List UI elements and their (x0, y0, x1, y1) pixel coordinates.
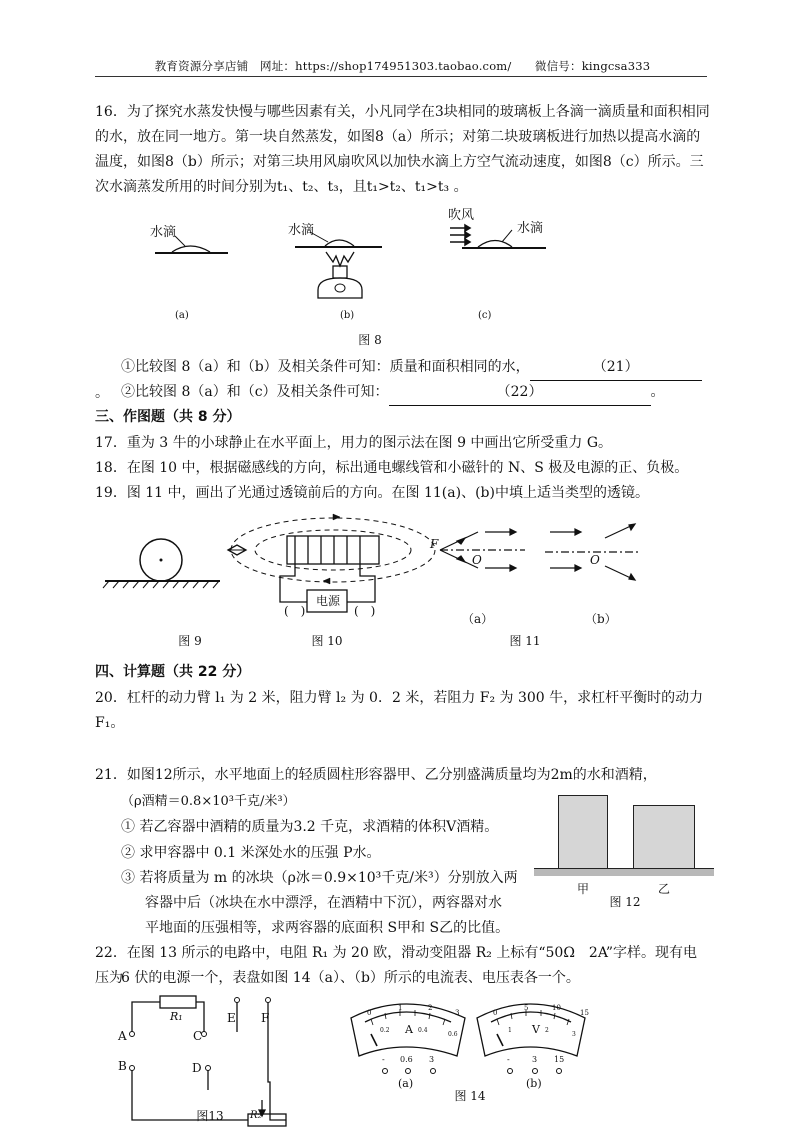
amm-tick-1: 1 (398, 1004, 403, 1012)
fig13-label-F: F (261, 1011, 270, 1025)
figure-10-caption: 图 10 (311, 634, 343, 648)
volt-tick-10: 10 (552, 1004, 561, 1012)
section-4-title: 四、计算题（共 22 分） (95, 664, 251, 680)
fig13-label-B: B (118, 1059, 127, 1073)
header-divider (95, 76, 707, 77)
volt-tick-3: 3 (572, 1031, 576, 1038)
figures-9-10-11 (95, 520, 715, 630)
sub-label-b: (b) (340, 310, 355, 321)
ground (534, 868, 714, 876)
container-yi (633, 805, 695, 869)
figure-11b-drawing (545, 524, 640, 580)
question-18-text: 18．在图 10 中，根据磁感线的方向，标出通电螺线管和小磁针的 N、S 极及电源的正、负极。 (95, 460, 689, 476)
amm-tick-06: 0.6 (448, 1031, 458, 1038)
sub-label-a: (a) (175, 310, 189, 321)
fig14-sub-a: (a) (398, 1077, 414, 1090)
sub-label-c: (c) (478, 310, 492, 321)
ammeter-letter: A (405, 1023, 413, 1036)
figure-8-caption: 图 8 (358, 333, 382, 347)
volt-term-15: 15 (554, 1055, 565, 1064)
fig13-label-C: C (193, 1029, 203, 1043)
section-3-title: 三、作图题（共 8 分） (95, 409, 241, 425)
page-header: 教育资源分享店铺 网址：https://shop174951303.taobao.com/ 微信号：kingcsa333 (154, 59, 651, 73)
fig13-label-D: D (192, 1061, 202, 1075)
question-19-text: 19．图 11 中，画出了光通过透镜前后的方向。在图 11(a)、(b)中填上适当类型的透镜。 (95, 485, 649, 501)
amm-tick-0: 0 (367, 1009, 372, 1017)
figure-13-caption: 图13 (196, 1109, 224, 1123)
answer-blank-22[interactable]: （22） (389, 380, 651, 406)
volt-tick-0: 0 (493, 1009, 498, 1017)
volt-term-neg: - (507, 1055, 510, 1064)
amm-term-3: 3 (429, 1055, 435, 1064)
label-water-b: 水滴 (288, 223, 315, 238)
volt-tick-15: 15 (580, 1009, 589, 1017)
question-22-text-2: 6 伏的电源一个，表盘如图 14（a）、（b）所示的电流表、电压表各一个。 (121, 970, 580, 986)
question-21-part-3a: ③ 若将质量为 m 的冰块（ρ冰＝0.9×10³千克/米³）分别放入两 (121, 870, 518, 886)
container-jia (558, 795, 608, 869)
fig10-power-label: 电源 (316, 594, 341, 608)
label-jia: 甲 (577, 882, 590, 896)
amm-tick-2: 2 (428, 1004, 433, 1012)
volt-tick-2: 2 (545, 1027, 549, 1034)
fig13-label-R2: R₂ (250, 1110, 262, 1121)
question-16-part-1: ①比较图 8（a）和（b）及相关条件可知：质量和面积相同的水， （21）。 (95, 355, 710, 406)
figure-9-drawing (103, 539, 220, 588)
amm-tick-02: 0.2 (380, 1027, 390, 1034)
question-16-text: 16．为了探究水蒸发快慢与哪些因素有关，小凡同学在3块相同的玻璃板上各滴一滴质量和面积相同的水，放在同一地方。第一块自然蒸发，如图8（a）所示；对第二块玻璃板进行加热以提高水滴的温度，如图8（b）所示；对第三块用风扇吹风以加快水滴上方空气流动速度，如图8（c）所示。三次水滴蒸发所用的时间分别为t₁、t₂、t₃，且t₁>t₂、t₁>t₃ 。 (95, 104, 710, 195)
label-water-a: 水滴 (150, 225, 177, 240)
figure-8-drawing (150, 210, 570, 320)
fig13-label-R1: R₁ (170, 1010, 183, 1023)
answer-blank-21[interactable]: （21） (530, 355, 702, 381)
figure-14-drawing (345, 998, 585, 1088)
figure-8 (150, 210, 570, 320)
question-21-part-3c: 平地面的压强相等，求两容器的底面积 S甲和 S乙的比值。 (145, 920, 510, 936)
fig11-label-F: F (430, 537, 439, 551)
fig10-paren-left[interactable]: ( ) (284, 604, 306, 618)
figure-12-caption: 图 12 (609, 895, 641, 909)
question-21-density: （ρ酒精＝0.8×10³千克/米³） (121, 794, 296, 809)
figure-14-caption: 图 14 (454, 1089, 486, 1103)
label-water-c: 水滴 (517, 221, 544, 236)
amm-tick-04: 0.4 (418, 1027, 428, 1034)
volt-term-3: 3 (532, 1055, 538, 1064)
question-20-text: 20．杠杆的动力臂 l₁ 为 2 米，阻力臂 l₂ 为 0．2 米，若阻力 F₂ 为 300 牛，求杠杆平衡时的动力 F₁。 (95, 690, 704, 731)
figure-11a-drawing (440, 529, 525, 571)
figure-11-caption: 图 11 (509, 634, 541, 648)
amm-tick-3: 3 (455, 1009, 460, 1017)
amm-term-06: 0.6 (400, 1055, 413, 1064)
question-16-part-2: ②比较图 8（a）和（c）及相关条件可知： （22） 。 (95, 380, 710, 406)
label-wind: 吹风 (448, 208, 475, 223)
fig11-label-O-a: O (472, 553, 482, 567)
fig10-paren-right[interactable]: ( ) (354, 604, 376, 618)
fig14-sub-b: (b) (526, 1077, 542, 1090)
fig11-label-O-b: O (590, 553, 600, 567)
fig11-sub-a: （a） (462, 612, 494, 626)
volt-tick-1: 1 (508, 1027, 512, 1034)
fig13-label-E: E (227, 1011, 236, 1025)
fig13-label-A: A (118, 1029, 127, 1043)
figure-9-caption: 图 9 (178, 634, 202, 648)
voltmeter-letter: V (532, 1023, 540, 1036)
question-21-text: 21．如图12所示，水平地面上的轻质圆柱形容器甲、乙分别盛满质量均为2m的水和酒精， (95, 767, 657, 783)
amm-term-neg: - (382, 1055, 385, 1064)
question-21-part-3b: 容器中后（冰块在水中漂浮，在酒精中下沉），两容器对水 (145, 895, 502, 911)
question-21-part-2: ② 求甲容器中 0.1 米深处水的压强 P水。 (121, 845, 381, 861)
fig11-sub-b: （b） (585, 612, 617, 626)
volt-tick-5: 5 (524, 1004, 529, 1012)
label-yi: 乙 (658, 882, 671, 896)
question-21-part-1: ① 若乙容器中酒精的质量为3.2 千克，求酒精的体积V酒精。 (121, 819, 499, 835)
question-22-text-1: 22．在图 13 所示的电路中，电阻 R₁ 为 20 欧，滑动变阻器 R₂ 上标有“50Ω 2A”字样。现有电压为 (95, 945, 698, 986)
question-17-text: 17．重为 3 牛的小球静止在水平面上，用力的图示法在图 9 中画出它所受重力 G。 (95, 435, 613, 451)
